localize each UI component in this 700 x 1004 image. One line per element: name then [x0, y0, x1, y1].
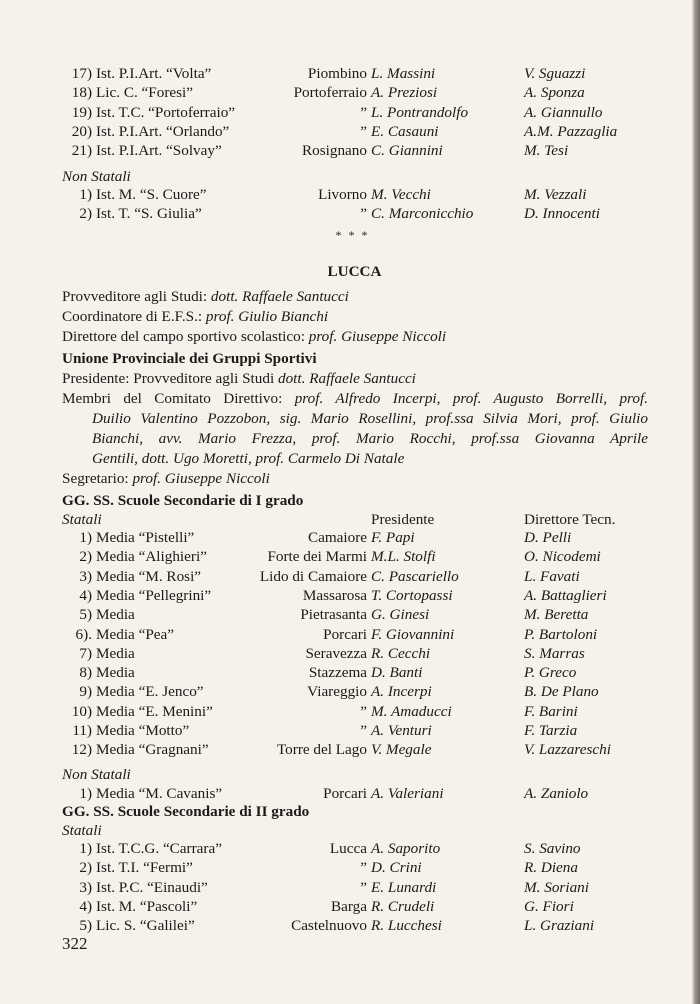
table-row: [62, 103, 700, 122]
town-name: Lucca: [329, 840, 367, 857]
town-name: ”: [360, 205, 367, 223]
entry-number: 8): [79, 664, 92, 682]
town-name: Porcari: [323, 625, 367, 643]
town-cell: [62, 916, 367, 935]
table-row: [62, 702, 700, 721]
entry-number: 7): [79, 644, 92, 662]
director-name: R. Diena: [524, 859, 578, 877]
town-name: Lido di Camaiore: [259, 567, 367, 585]
town-name: Piombino: [307, 65, 367, 82]
town-cell: [62, 784, 367, 803]
president-name: C. Giannini: [371, 142, 443, 160]
town-name: ”: [360, 859, 367, 877]
entry-number: 17): [71, 65, 92, 82]
table-row: [62, 64, 700, 83]
entry-number: 1): [79, 840, 92, 857]
statali-label: Statali: [62, 822, 102, 839]
entry-number: 2): [79, 859, 92, 877]
school-name: Ist. T.C.G. “Carrara”: [96, 840, 222, 857]
school-name: Media “Motto”: [96, 722, 190, 739]
school-name: Ist. P.I.Art. “Volta”: [96, 65, 212, 82]
president-name: L. Pontrandolfo: [371, 103, 469, 121]
table-row: [62, 878, 700, 897]
town-name: Pietrasanta: [300, 606, 367, 624]
entry-number: 12): [71, 741, 92, 759]
president-name: D. Crini: [371, 859, 422, 877]
official-line: [62, 287, 349, 306]
union-president-line: [62, 369, 416, 388]
school-name: Media “Pea”: [96, 625, 175, 643]
town-cell: [62, 586, 367, 605]
director-name: A.M. Pazzaglia: [524, 122, 618, 140]
town-name: ”: [360, 722, 367, 739]
table-row: [62, 567, 700, 586]
town-name: ”: [360, 103, 367, 121]
town-name: Livorno: [318, 186, 367, 203]
table-row: [62, 586, 700, 605]
town-name: Porcari: [323, 785, 367, 802]
director-name: D. Pelli: [524, 529, 572, 546]
column-header-president: Presidente: [371, 511, 435, 528]
table-row: [62, 528, 700, 547]
town-name: Torre del Lago: [276, 741, 367, 759]
town-name: ”: [360, 878, 367, 896]
president-name: A. Incerpi: [371, 683, 432, 701]
committee-members: prof. Alfredo Incerpi, prof. Augusto Borrelli, prof.: [294, 390, 648, 407]
president-name: M. Vecchi: [371, 186, 431, 203]
director-name: V. Lazzareschi: [524, 741, 611, 759]
school-name: Media “Gragnani”: [96, 741, 209, 759]
president-name: E. Casauni: [371, 122, 439, 140]
town-cell: [62, 878, 367, 897]
director-name: V. Sguazzi: [524, 65, 586, 82]
town-name: Rosignano: [302, 142, 367, 160]
school-name: Ist. M. “S. Cuore”: [96, 186, 207, 203]
entry-number: 4): [79, 586, 92, 604]
table-row: [62, 204, 700, 223]
town-cell: [62, 663, 367, 682]
table-row: [62, 83, 700, 102]
town-name: Portoferraio: [293, 84, 367, 102]
table-row: [62, 721, 700, 740]
table-row: [62, 897, 700, 916]
director-name: F. Tarzia: [524, 722, 578, 739]
committee-line: [62, 389, 648, 408]
entry-number: 1): [79, 785, 92, 802]
entry-number: 11): [72, 722, 92, 739]
secretary-role: Segretario:: [62, 470, 129, 487]
entry-number: 10): [71, 702, 92, 720]
table-row: [62, 547, 700, 566]
school-name: Media: [96, 664, 135, 682]
first-grade-heading: GG. SS. Scuole Secondarie di I grado: [62, 492, 304, 509]
table-row: [62, 605, 700, 624]
president-name: C. Marconicchio: [371, 205, 474, 223]
president-name: A. Preziosi: [371, 84, 438, 102]
school-name: Ist. P.C. “Einaudi”: [96, 878, 208, 896]
entry-number: 3): [79, 567, 92, 585]
town-cell: [62, 897, 367, 916]
school-name: Lic. C. “Foresi”: [96, 84, 194, 102]
school-name: Media: [96, 644, 135, 662]
director-name: A. Giannullo: [524, 103, 603, 121]
entry-number: 2): [79, 548, 92, 566]
president-name: F. Papi: [371, 529, 415, 546]
non-statali-label: Non Statali: [62, 168, 131, 185]
secretary-line: [62, 469, 270, 488]
town-name: Stazzema: [308, 664, 367, 682]
director-name: M. Tesi: [524, 142, 569, 160]
entry-number: 2): [79, 205, 92, 223]
table-row: [62, 858, 700, 877]
school-name: Ist. P.I.Art. “Solvay”: [96, 142, 222, 160]
entry-number: 4): [79, 897, 92, 915]
town-cell: [62, 204, 367, 223]
director-name: A. Zaniolo: [524, 785, 589, 802]
director-name: G. Fiori: [524, 897, 574, 915]
official-name: prof. Giulio Bianchi: [205, 308, 329, 325]
town-name: ”: [360, 122, 367, 140]
entry-number: 1): [79, 186, 92, 203]
school-name: Media “E. Menini”: [96, 702, 213, 720]
town-name: Camaiore: [307, 529, 367, 546]
entry-number: 21): [71, 142, 92, 160]
page-number: 322: [62, 934, 88, 953]
town-cell: [62, 185, 367, 204]
entry-number: 20): [71, 122, 92, 140]
table-row: [62, 625, 700, 644]
school-name: Media “M. Cavanis”: [96, 785, 223, 802]
town-cell: [62, 644, 367, 663]
union-heading: Unione Provinciale dei Gruppi Sportivi: [62, 350, 317, 367]
president-name: V. Megale: [371, 741, 432, 759]
town-cell: [62, 625, 367, 644]
table-row: [62, 682, 700, 701]
official-role: Provveditore agli Studi:: [62, 288, 208, 305]
town-name: Viareggio: [307, 683, 367, 701]
official-line: [62, 307, 328, 326]
town-name: Barga: [331, 897, 367, 915]
director-name: M. Soriani: [524, 878, 589, 896]
table-row: [62, 644, 700, 663]
director-name: A. Battaglieri: [524, 586, 607, 604]
entry-number: 9): [79, 683, 92, 701]
entry-number: 19): [71, 103, 92, 121]
director-name: M. Vezzali: [524, 186, 587, 203]
town-name: Seravezza: [305, 644, 367, 662]
director-name: B. De Plano: [524, 683, 599, 701]
school-name: Ist. T. “S. Giulia”: [96, 205, 202, 223]
school-name: Ist. T.I. “Fermi”: [96, 859, 193, 877]
table-row: [62, 141, 700, 160]
school-name: Media: [96, 606, 135, 624]
president-name: R. Lucchesi: [371, 917, 442, 935]
director-name: P. Greco: [524, 664, 577, 682]
second-grade-heading: GG. SS. Scuole Secondarie di II grado: [62, 803, 310, 820]
president-role: Presidente: Provveditore agli Studi: [62, 370, 275, 387]
president-name: D. Banti: [371, 664, 423, 682]
town-cell: [62, 122, 367, 141]
committee-members: Duilio Valentino Pozzobon, sig. Mario Rosellini, prof.ssa Silvia Mori, prof. Giulio: [92, 410, 648, 427]
director-name: M. Beretta: [524, 606, 589, 624]
town-cell: [62, 64, 367, 83]
table-row: [62, 839, 700, 858]
president-name: dott. Raffaele Santucci: [277, 370, 416, 387]
town-cell: [62, 839, 367, 858]
official-line: [62, 327, 446, 346]
town-cell: [62, 605, 367, 624]
president-name: C. Pascariello: [371, 567, 459, 585]
president-name: F. Giovannini: [371, 625, 455, 643]
committee-members: Gentili, dott. Ugo Moretti, prof. Carmelo Di Natale: [92, 450, 405, 467]
director-name: D. Innocenti: [524, 205, 600, 223]
director-name: A. Sponza: [524, 84, 585, 102]
town-cell: [62, 528, 367, 547]
town-cell: [62, 567, 367, 586]
town-name: ”: [360, 702, 367, 720]
town-cell: [62, 83, 367, 102]
committee-line: [92, 449, 404, 468]
table-row: [62, 916, 700, 935]
town-cell: [62, 547, 367, 566]
director-name: S. Savino: [524, 840, 581, 857]
school-name: Media “E. Jenco”: [96, 683, 204, 701]
official-role: Coordinatore di E.F.S.:: [62, 308, 203, 325]
director-name: S. Marras: [524, 644, 585, 662]
committee-members: Bianchi, avv. Mario Frezza, prof. Mario Rocchi, prof.ssa Giovanna Aprile: [92, 430, 648, 447]
statali-label: Statali: [62, 511, 102, 528]
school-name: Ist. P.I.Art. “Orlando”: [96, 122, 230, 140]
committee-line: [92, 409, 648, 428]
president-name: A. Saporito: [371, 840, 441, 857]
town-cell: [62, 682, 367, 701]
school-name: Media “Alighieri”: [96, 548, 207, 566]
president-name: E. Lunardi: [371, 878, 437, 896]
town-cell: [62, 702, 367, 721]
town-cell: [62, 740, 367, 759]
entry-number: 18): [71, 84, 92, 102]
table-row: [62, 784, 700, 803]
school-name: Lic. S. “Galilei”: [96, 917, 195, 935]
school-name: Media “Pistelli”: [96, 529, 195, 546]
table-row: [62, 740, 700, 759]
table-row: [62, 122, 700, 141]
president-name: M. Amaducci: [371, 702, 452, 720]
president-name: A. Venturi: [371, 722, 432, 739]
president-name: M.L. Stolfi: [371, 548, 436, 566]
president-name: T. Cortopassi: [371, 586, 453, 604]
official-name: dott. Raffaele Santucci: [210, 288, 349, 305]
director-name: L. Graziani: [524, 917, 595, 935]
town-cell: [62, 141, 367, 160]
town-name: Forte dei Marmi: [267, 548, 367, 566]
entry-number: 1): [79, 529, 92, 546]
table-row: [62, 185, 700, 204]
town-name: Castelnuovo: [291, 917, 367, 935]
entry-number: 5): [79, 606, 92, 624]
entry-number: 3): [79, 878, 92, 896]
school-name: Ist. T.C. “Portoferraio”: [96, 103, 236, 121]
director-name: P. Bartoloni: [524, 625, 598, 643]
table-row: [62, 663, 700, 682]
section-separator: * * *: [335, 228, 370, 242]
director-name: O. Nicodemi: [524, 548, 601, 566]
school-name: Media “M. Rosi”: [96, 567, 202, 585]
column-header-director: Direttore Tecn.: [524, 511, 616, 528]
committee-line: [92, 429, 648, 448]
director-name: F. Barini: [524, 702, 578, 720]
town-cell: [62, 858, 367, 877]
section-title: LUCCA: [327, 263, 382, 280]
school-name: Ist. M. “Pascoli”: [96, 897, 198, 915]
president-name: G. Ginesi: [371, 606, 430, 624]
non-statali-label: Non Statali: [62, 766, 131, 783]
director-name: L. Favati: [524, 567, 580, 585]
secretary-name: prof. Giuseppe Niccoli: [132, 470, 270, 487]
president-name: R. Crudeli: [371, 897, 435, 915]
town-cell: [62, 103, 367, 122]
president-name: R. Cecchi: [371, 644, 431, 662]
entry-number: 5): [79, 917, 92, 935]
president-name: L. Massini: [371, 65, 436, 82]
entry-number: 6).: [75, 625, 92, 643]
official-name: prof. Giuseppe Niccoli: [308, 328, 447, 345]
official-role: Direttore del campo sportivo scolastico:: [62, 328, 305, 345]
school-name: Media “Pellegrini”: [96, 586, 212, 604]
town-cell: [62, 721, 367, 740]
town-name: Massarosa: [302, 586, 367, 604]
committee-role: Membri del Comitato Direttivo:: [62, 390, 283, 407]
president-name: A. Valeriani: [371, 785, 444, 802]
